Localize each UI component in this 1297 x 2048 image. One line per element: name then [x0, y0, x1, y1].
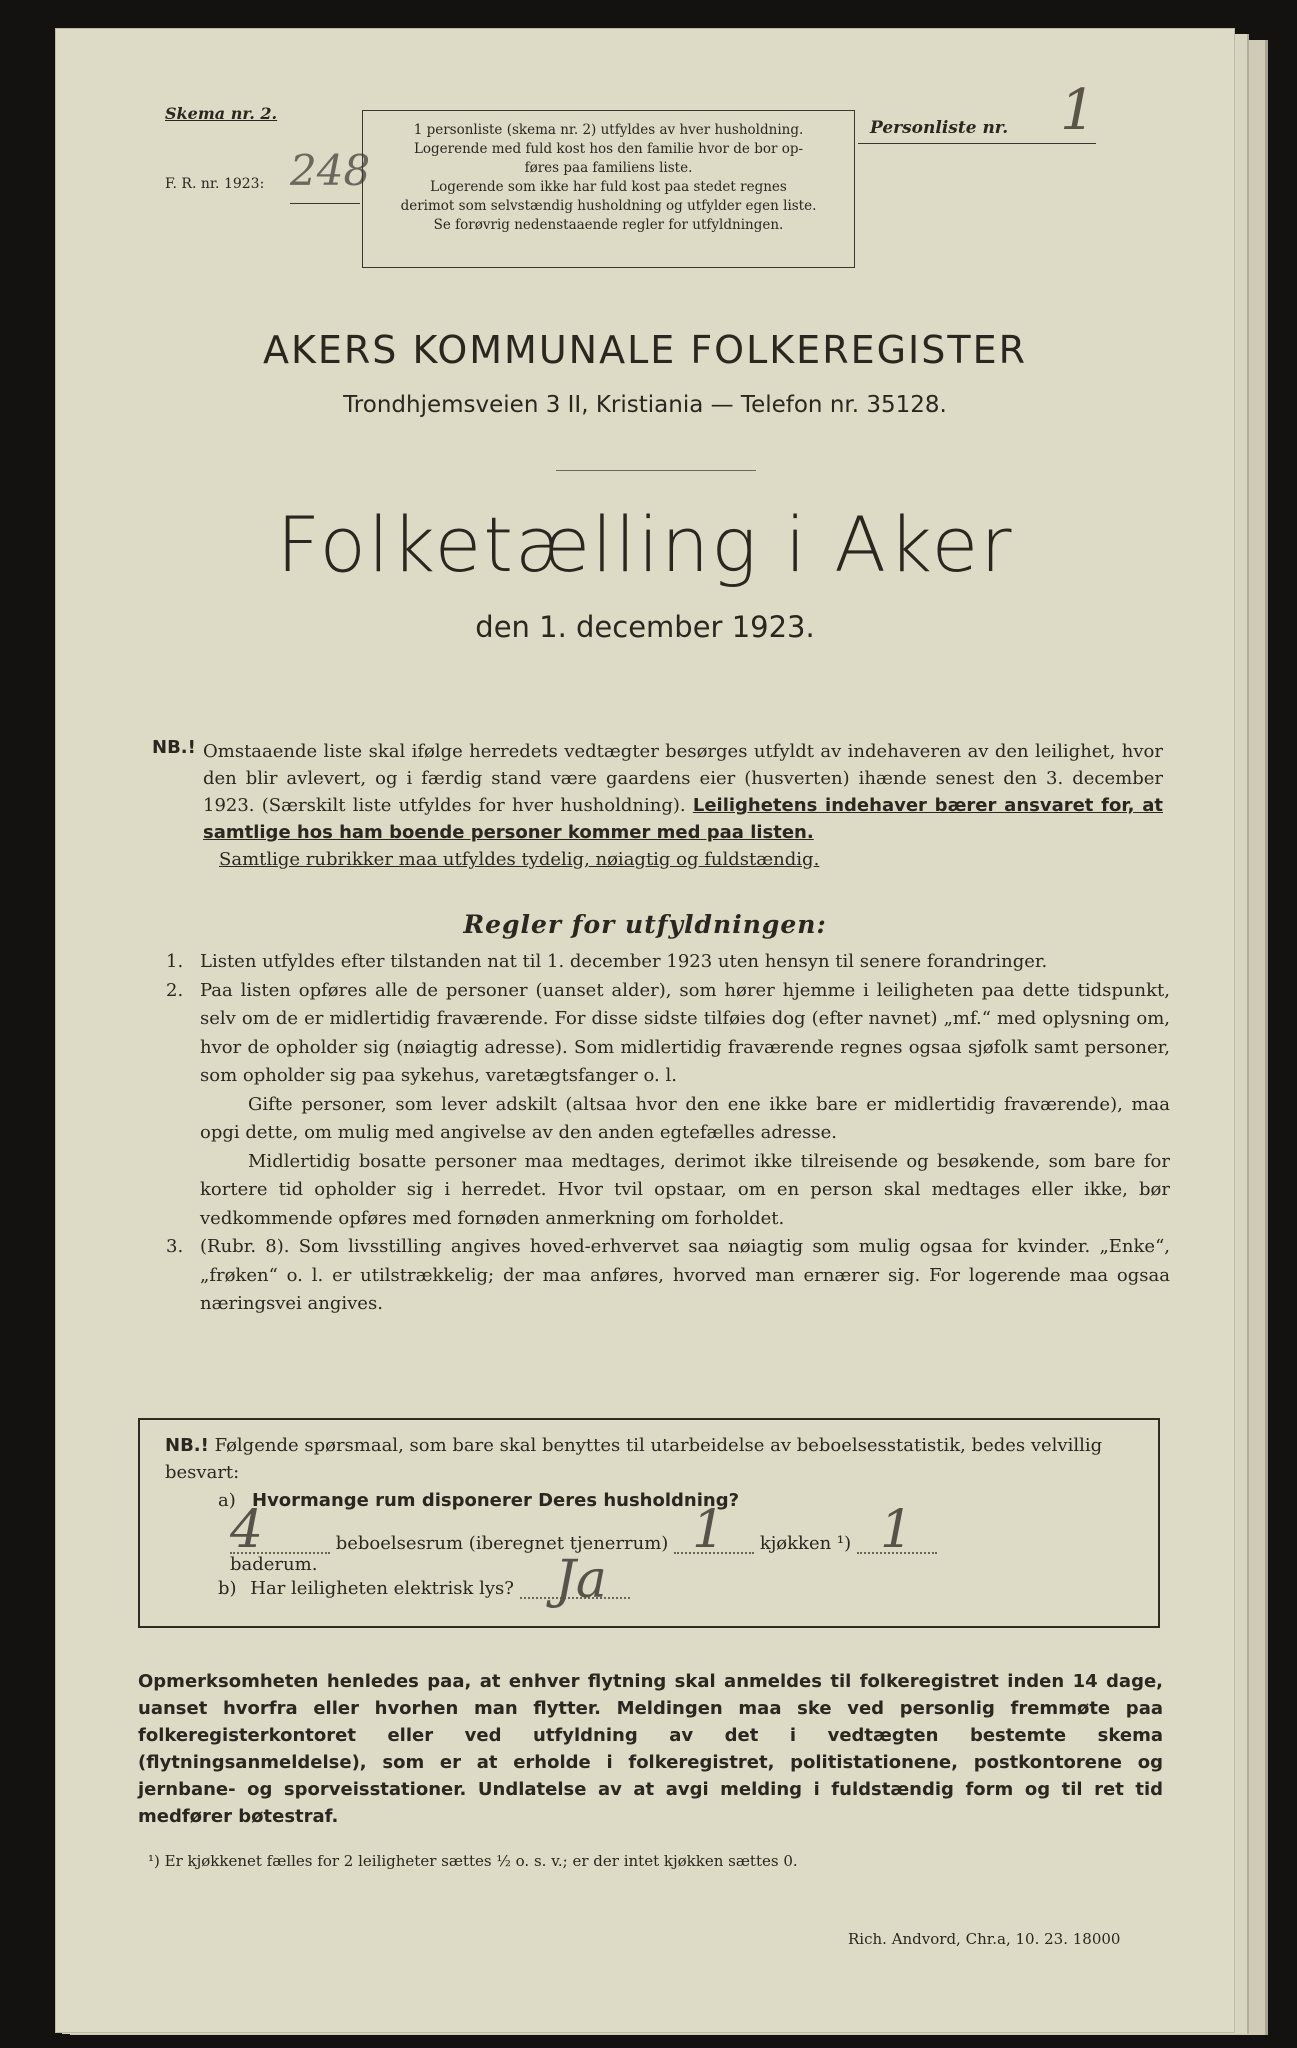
instruction-line: 1 personliste (skema nr. 2) utfyldes av hver husholdning. — [413, 122, 804, 138]
nb-paragraph — [203, 738, 1163, 873]
printer-imprint: Rich. Andvord, Chr.a, 10. 23. 18000 — [848, 1930, 1121, 1948]
nb-label: NB.! — [165, 1435, 209, 1456]
divider — [556, 470, 756, 471]
rule-number: 1. — [166, 951, 184, 972]
fr-number-line — [290, 203, 360, 204]
fr-number-handwritten: 248 — [290, 146, 371, 195]
nb-underlined-text: Samtlige rubrikker maa utfyldes tydelig, nøiagtig og fuldstændig. — [219, 849, 820, 870]
rule-text: Midlertidig bosatte personer maa medtages, derimot ikke tilreisende og besøkende, som bare for kortere tid opholder sig i herredet. Hvor tvil opstaar, om en person skal medtages eller ikke, bør vedkommende opføres med fornøden anmerkning om forholdet. — [200, 1150, 1170, 1229]
instruction-line: Logerende som ikke har fuld kost paa stedet regnes — [430, 179, 787, 195]
census-date: den 1. december 1923. — [475, 610, 815, 644]
moving-notice: Opmerksomheten henledes paa, at enhver flytning skal anmeldes til folkeregistret inden 14 dage, uanset hvorfra eller hvorhen man flytter. Meldingen maa ske ved personlig fremmøte paa folkeregisterkontoret eller ved utfyldning av det i vedtægten bestemte skema (flytningsanmeldelse), som er at erholde i folkeregistret, politistationene, postkontorene og jernbane- og sporveisstationer. Undlatelse av at avgi melding i fuldstændig form og til ret tid medfører bøtestraf. — [138, 1671, 1163, 1827]
electric-value-handwritten: Ja — [555, 1550, 607, 1610]
rule-number: 2. — [166, 979, 184, 1001]
question-a: Hvormange rum disponerer Deres husholdning? — [252, 1490, 740, 1511]
nb-label: NB.! — [152, 737, 196, 758]
kitchen-value-handwritten: 1 — [692, 1500, 726, 1560]
instruction-line: føres paa familiens liste. — [524, 160, 693, 176]
question-b-label: b) — [218, 1578, 237, 1599]
page-title: Folketælling i Aker — [276, 500, 1014, 589]
beboelsesrum-label: beboelsesrum (iberegnet tjenerrum) — [335, 1533, 669, 1554]
nb-underlined-text: Leilighetens indehaver bærer ansvaret for, at samtlige hos ham boende personer kommer med paa listen. — [203, 795, 1163, 843]
office-address: Trondhjemsveien 3 II, Kristiania — Telefon nr. 35128. — [343, 392, 947, 418]
rule-item — [160, 948, 1170, 977]
rule-text: Gifte personer, som lever adskilt (altsaa hvor den ene ikke bare er midlertidig fraværende), maa opgi dette, om mulig med angivelse av den anden egtefælles adresse. — [200, 1093, 1170, 1143]
instruction-line: Logerende med fuld kost hos den familie hvor de bor op- — [413, 141, 804, 157]
rule-text: Listen utfyldes efter tilstanden nat til 1. december 1923 uten hensyn til senere forandringer. — [200, 951, 1048, 972]
baderum-label: baderum. — [230, 1554, 318, 1575]
rule-item — [160, 1233, 1170, 1319]
rules-list — [160, 948, 1170, 1319]
skema-number: Skema nr. 2. — [165, 104, 278, 123]
question-a-label: a) — [218, 1490, 236, 1511]
rules-heading: Regler for utfyldningen: — [463, 910, 827, 939]
footnote: ¹) Er kjøkkenet fælles for 2 leiligheter sættes ½ o. s. v.; er der intet kjøkken sættes 0. — [148, 1852, 798, 1870]
instruction-box — [362, 110, 855, 268]
personliste-handwritten: 1 — [1060, 78, 1096, 143]
nb-text: Omstaaende liste skal ifølge herredets vedtægter besørges utfyldt av indehaveren av den leilighet, hvor den blir avlevert, og i færdig stand være gaardens eier (husverten) ihænde senest den 3. december 1923. (Særskilt liste utfyldes for hver husholdning). — [203, 741, 1163, 816]
rooms-value-handwritten: 4 — [230, 1500, 264, 1560]
rule-number: 3. — [166, 1236, 184, 1257]
personliste-line — [858, 143, 1096, 144]
office-name: AKERS KOMMUNALE FOLKEREGISTER — [262, 328, 1028, 372]
bath-value-handwritten: 1 — [880, 1500, 914, 1560]
personliste-label: Personliste nr. — [870, 118, 1009, 138]
housing-intro-text: Følgende spørsmaal, som bare skal benyttes til utarbeidelse av beboelsesstatistik, bedes velvillig besvart: — [165, 1435, 1103, 1483]
kitchen-label: kjøkken ¹) — [759, 1533, 852, 1554]
rule-item — [160, 977, 1170, 1234]
fr-number-label: F. R. nr. 1923: — [165, 176, 265, 192]
question-b: Har leiligheten elektrisk lys? — [250, 1578, 514, 1599]
instruction-line: derimot som selvstændig husholdning og utfylder egen liste. — [400, 198, 817, 214]
instruction-line: Se forøvrig nedenstaaende regler for utfyldningen. — [433, 217, 784, 233]
rule-text: Paa listen opføres alle de personer (uanset alder), som hører hjemme i leiligheten paa dette tidspunkt, selv om de er midlertidig fraværende. For disse sidste tilføies dog (efter navnet) „mf.“ med oplysning om, hvor de opholder sig (nøiagtig adresse). Som midlertidig fraværende regnes ogsaa sjøfolk samt personer, som opholder sig paa sykehus, varetægtsfanger o. l. — [200, 979, 1170, 1086]
rule-text: (Rubr. 8). Som livsstilling angives hoved-erhvervet saa nøiagtig som mulig ogsaa for kvinder. „Enke“, „frøken“ o. l. er utilstrækkelig; der maa anføres, hvorved man ernærer sig. For logerende maa ogsaa næringsvei angives. — [200, 1236, 1170, 1314]
housing-intro — [165, 1432, 1140, 1486]
